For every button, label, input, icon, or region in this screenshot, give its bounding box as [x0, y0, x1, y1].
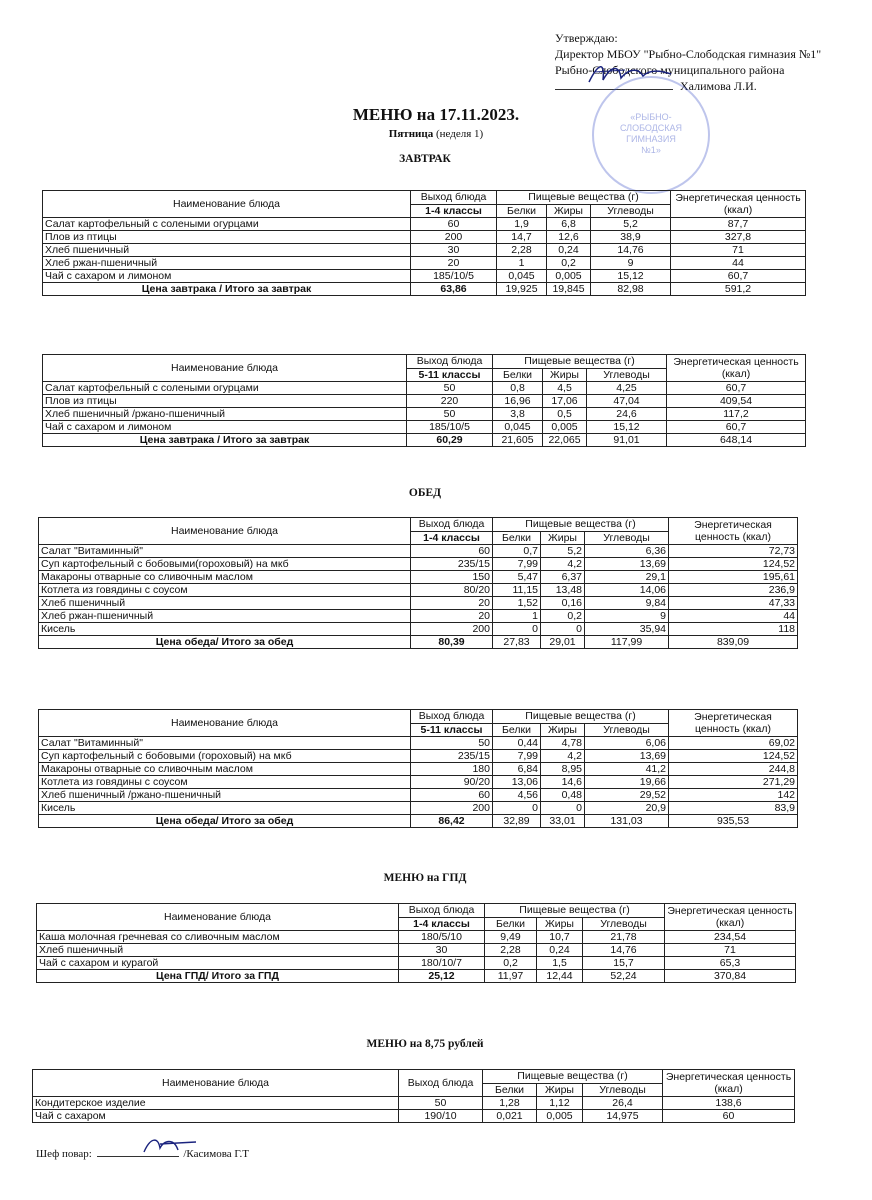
page-subtitle	[0, 128, 872, 140]
dish-name: Каша молочная гречневая со сливочным маслом	[37, 931, 399, 944]
fats-cell: 0,24	[547, 244, 591, 257]
dish-name: Хлеб пшеничный	[39, 597, 411, 610]
header-group: 1-4 классы	[399, 917, 485, 931]
table-row	[43, 421, 806, 434]
table-row	[39, 737, 798, 750]
fats-cell: 4,5	[543, 382, 587, 395]
total-row	[37, 970, 796, 983]
total-label: Цена завтрака / Итого за завтрак	[43, 283, 411, 296]
header-fats: Жиры	[537, 917, 583, 931]
output-cell: 60	[411, 789, 493, 802]
week-number: (неделя 1)	[435, 128, 484, 140]
total-cell: 91,01	[587, 434, 667, 447]
energy-cell: 60,7	[667, 421, 806, 434]
total-row	[43, 283, 806, 296]
output-cell: 200	[411, 231, 497, 244]
output-cell: 90/20	[411, 776, 493, 789]
fats-cell: 0	[541, 802, 585, 815]
fats-cell: 1,12	[537, 1097, 583, 1110]
energy-cell: 65,3	[665, 957, 796, 970]
table-row	[37, 944, 796, 957]
energy-cell: 327,8	[671, 231, 806, 244]
approve-label: Утверждаю:	[555, 31, 618, 45]
output-cell: 50	[407, 382, 493, 395]
table-row	[33, 1110, 795, 1123]
carbs-cell: 6,36	[585, 545, 669, 558]
dish-name: Салат картофельный с солеными огурцами	[43, 218, 411, 231]
table-row	[39, 545, 798, 558]
section-special: МЕНЮ на 8,75 рублей	[366, 1038, 484, 1050]
carbs-cell: 15,7	[583, 957, 665, 970]
proteins-cell: 16,96	[493, 395, 543, 408]
energy-cell: 47,33	[669, 597, 798, 610]
output-cell: 150	[411, 571, 493, 584]
proteins-cell: 0,2	[485, 957, 537, 970]
fats-cell: 17,06	[543, 395, 587, 408]
proteins-cell: 4,56	[493, 789, 541, 802]
header-carbs: Углеводы	[587, 368, 667, 382]
proteins-cell: 14,7	[497, 231, 547, 244]
dish-name: Чай с сахаром	[33, 1110, 399, 1123]
dish-name: Котлета из говядины с соусом	[39, 776, 411, 789]
table-row	[43, 218, 806, 231]
header-dish: Наименование блюда	[33, 1070, 399, 1097]
proteins-cell: 1,9	[497, 218, 547, 231]
output-cell: 30	[399, 944, 485, 957]
total-cell: 25,12	[399, 970, 485, 983]
table-row	[39, 802, 798, 815]
section-gpd: МЕНЮ на ГПД	[383, 872, 467, 884]
header-fats: Жиры	[543, 368, 587, 382]
total-cell: 60,29	[407, 434, 493, 447]
header-carbs: Углеводы	[591, 204, 671, 218]
energy-cell: 124,52	[669, 750, 798, 763]
district-line: Рыбно-Слободского муниципального района	[555, 63, 785, 77]
total-cell: 22,065	[543, 434, 587, 447]
proteins-cell: 1,28	[483, 1097, 537, 1110]
header-carbs: Углеводы	[585, 723, 669, 737]
dish-name: Салат картофельный с солеными огурцами	[43, 382, 407, 395]
carbs-cell: 26,4	[583, 1097, 663, 1110]
dish-name: Макароны отварные со сливочным маслом	[39, 763, 411, 776]
fats-cell: 13,48	[541, 584, 585, 597]
header-output: Выход блюда	[399, 1070, 483, 1097]
energy-cell: 71	[665, 944, 796, 957]
header-fats: Жиры	[541, 723, 585, 737]
header-nutrients: Пищевые вещества (г)	[497, 191, 671, 205]
fats-cell: 0,2	[547, 257, 591, 270]
energy-cell: 72,73	[669, 545, 798, 558]
header-energy: Энергетическая ценность (ккал)	[669, 710, 798, 737]
dish-name: Хлеб пшеничный	[37, 944, 399, 957]
carbs-cell: 21,78	[583, 931, 665, 944]
header-dish: Наименование блюда	[43, 355, 407, 382]
table-row	[39, 571, 798, 584]
carbs-cell: 4,25	[587, 382, 667, 395]
proteins-cell: 11,15	[493, 584, 541, 597]
carbs-cell: 41,2	[585, 763, 669, 776]
chef-name: /Касимова Г.Т	[183, 1148, 250, 1160]
table-row	[43, 244, 806, 257]
carbs-cell: 24,6	[587, 408, 667, 421]
header-nutrients: Пищевые вещества (г)	[493, 355, 667, 369]
fats-cell: 6,8	[547, 218, 591, 231]
fats-cell: 8,95	[541, 763, 585, 776]
dish-name: Кисель	[39, 623, 411, 636]
header-fats: Жиры	[537, 1083, 583, 1097]
header-energy: Энергетическая ценность (ккал)	[671, 191, 806, 218]
energy-cell: 60	[663, 1110, 795, 1123]
table-row	[43, 270, 806, 283]
table-row	[43, 395, 806, 408]
header-output: Выход блюда	[411, 518, 493, 532]
proteins-cell: 5,47	[493, 571, 541, 584]
fats-cell: 0,48	[541, 789, 585, 802]
dish-name: Хлеб ржан-пшеничный	[43, 257, 411, 270]
header-output: Выход блюда	[411, 710, 493, 724]
energy-cell: 195,61	[669, 571, 798, 584]
carbs-cell: 13,69	[585, 750, 669, 763]
fats-cell: 0,005	[547, 270, 591, 283]
proteins-cell: 1	[493, 610, 541, 623]
total-cell: 27,83	[493, 636, 541, 649]
total-cell: 52,24	[583, 970, 665, 983]
proteins-cell: 0,045	[497, 270, 547, 283]
table-row	[37, 957, 796, 970]
dish-name: Суп картофельный с бобовыми(гороховый) на мкб	[39, 558, 411, 571]
output-cell: 80/20	[411, 584, 493, 597]
total-cell: 19,845	[547, 283, 591, 296]
total-cell: 131,03	[585, 815, 669, 828]
total-cell: 648,14	[667, 434, 806, 447]
total-cell: 21,605	[493, 434, 543, 447]
header-nutrients: Пищевые вещества (г)	[485, 904, 665, 918]
section-lunch: ОБЕД	[408, 487, 442, 499]
dish-name: Плов из птицы	[43, 231, 411, 244]
header-dish: Наименование блюда	[43, 191, 411, 218]
header-energy: Энергетическая ценность (ккал)	[663, 1070, 795, 1097]
dish-name: Хлеб пшеничный /ржано-пшеничный	[43, 408, 407, 421]
breakfast-table-5-11	[42, 354, 806, 447]
proteins-cell: 0	[493, 623, 541, 636]
header-proteins: Белки	[493, 368, 543, 382]
dish-name: Кондитерское изделие	[33, 1097, 399, 1110]
output-cell: 185/10/5	[407, 421, 493, 434]
total-cell: 11,97	[485, 970, 537, 983]
total-cell: 591,2	[671, 283, 806, 296]
output-cell: 220	[407, 395, 493, 408]
gpd-table	[36, 903, 796, 983]
total-cell: 117,99	[585, 636, 669, 649]
energy-cell: 236,9	[669, 584, 798, 597]
carbs-cell: 29,1	[585, 571, 669, 584]
proteins-cell: 0,7	[493, 545, 541, 558]
carbs-cell: 38,9	[591, 231, 671, 244]
fats-cell: 0,2	[541, 610, 585, 623]
output-cell: 20	[411, 597, 493, 610]
fats-cell: 0,5	[543, 408, 587, 421]
output-cell: 30	[411, 244, 497, 257]
fats-cell: 0	[541, 623, 585, 636]
fats-cell: 0,005	[537, 1110, 583, 1123]
energy-cell: 44	[669, 610, 798, 623]
dish-name: Чай с сахаром и лимоном	[43, 270, 411, 283]
dish-name: Плов из птицы	[43, 395, 407, 408]
energy-cell: 117,2	[667, 408, 806, 421]
total-label: Цена обеда/ Итого за обед	[39, 636, 411, 649]
lunch-table-5-11	[38, 709, 798, 828]
table-row	[39, 597, 798, 610]
total-cell: 370,84	[665, 970, 796, 983]
dish-name: Салат "Витаминный"	[39, 545, 411, 558]
table-row	[39, 789, 798, 802]
carbs-cell: 14,06	[585, 584, 669, 597]
fats-cell: 0,24	[537, 944, 583, 957]
header-proteins: Белки	[493, 531, 541, 545]
proteins-cell: 2,28	[497, 244, 547, 257]
fats-cell: 5,2	[541, 545, 585, 558]
fats-cell: 12,6	[547, 231, 591, 244]
total-cell: 839,09	[669, 636, 798, 649]
dish-name: Суп картофельный с бобовыми (гороховый) на мкб	[39, 750, 411, 763]
total-cell: 12,44	[537, 970, 583, 983]
table-row	[39, 584, 798, 597]
carbs-cell: 35,94	[585, 623, 669, 636]
proteins-cell: 3,8	[493, 408, 543, 421]
dish-name: Котлета из говядины с соусом	[39, 584, 411, 597]
chef-signature-icon	[140, 1132, 200, 1160]
header-output: Выход блюда	[411, 191, 497, 205]
total-row	[43, 434, 806, 447]
energy-cell: 60,7	[671, 270, 806, 283]
energy-cell: 409,54	[667, 395, 806, 408]
total-row	[39, 815, 798, 828]
dish-name: Хлеб пшеничный	[43, 244, 411, 257]
header-fats: Жиры	[547, 204, 591, 218]
table-row	[43, 408, 806, 421]
energy-cell: 244,8	[669, 763, 798, 776]
carbs-cell: 20,9	[585, 802, 669, 815]
header-carbs: Углеводы	[583, 917, 665, 931]
table-row	[33, 1097, 795, 1110]
carbs-cell: 14,76	[591, 244, 671, 257]
proteins-cell: 0,44	[493, 737, 541, 750]
total-cell: 29,01	[541, 636, 585, 649]
header-energy: Энергетическая ценность (ккал)	[669, 518, 798, 545]
output-cell: 60	[411, 218, 497, 231]
header-group: 1-4 классы	[411, 531, 493, 545]
dish-name: Макароны отварные со сливочным маслом	[39, 571, 411, 584]
output-cell: 190/10	[399, 1110, 483, 1123]
proteins-cell: 0	[493, 802, 541, 815]
carbs-cell: 14,975	[583, 1110, 663, 1123]
energy-cell: 138,6	[663, 1097, 795, 1110]
total-cell: 86,42	[411, 815, 493, 828]
fats-cell: 4,78	[541, 737, 585, 750]
carbs-cell: 29,52	[585, 789, 669, 802]
dish-name: Чай с сахаром и лимоном	[43, 421, 407, 434]
output-cell: 20	[411, 610, 493, 623]
proteins-cell: 6,84	[493, 763, 541, 776]
output-cell: 180/10/7	[399, 957, 485, 970]
header-carbs: Углеводы	[585, 531, 669, 545]
output-cell: 200	[411, 802, 493, 815]
total-cell: 935,53	[669, 815, 798, 828]
carbs-cell: 15,12	[591, 270, 671, 283]
fats-cell: 0,005	[543, 421, 587, 434]
output-cell: 50	[411, 737, 493, 750]
dish-name: Хлеб ржан-пшеничный	[39, 610, 411, 623]
energy-cell: 69,02	[669, 737, 798, 750]
table-row	[39, 776, 798, 789]
day-of-week: Пятница	[388, 128, 434, 140]
energy-cell: 271,29	[669, 776, 798, 789]
carbs-cell: 15,12	[587, 421, 667, 434]
energy-cell: 71	[671, 244, 806, 257]
energy-cell: 60,7	[667, 382, 806, 395]
header-energy: Энергетическая ценность (ккал)	[667, 355, 806, 382]
fats-cell: 6,37	[541, 571, 585, 584]
total-label: Цена ГПД/ Итого за ГПД	[37, 970, 399, 983]
energy-cell: 118	[669, 623, 798, 636]
output-cell: 50	[399, 1097, 483, 1110]
output-cell: 180/5/10	[399, 931, 485, 944]
proteins-cell: 7,99	[493, 750, 541, 763]
header-output: Выход блюда	[399, 904, 485, 918]
output-cell: 185/10/5	[411, 270, 497, 283]
table-row	[39, 623, 798, 636]
header-output: Выход блюда	[407, 355, 493, 369]
dish-name: Салат "Витаминный"	[39, 737, 411, 750]
dish-name: Хлеб пшеничный /ржано-пшеничный	[39, 789, 411, 802]
header-carbs: Углеводы	[583, 1083, 663, 1097]
dish-name: Чай с сахаром и курагой	[37, 957, 399, 970]
header-dish: Наименование блюда	[39, 518, 411, 545]
proteins-cell: 2,28	[485, 944, 537, 957]
output-cell: 60	[411, 545, 493, 558]
table-row	[39, 750, 798, 763]
table-row	[43, 231, 806, 244]
carbs-cell: 47,04	[587, 395, 667, 408]
proteins-cell: 1	[497, 257, 547, 270]
energy-cell: 44	[671, 257, 806, 270]
carbs-cell: 9,84	[585, 597, 669, 610]
breakfast-table-1-4	[42, 190, 806, 296]
carbs-cell: 6,06	[585, 737, 669, 750]
header-dish: Наименование блюда	[39, 710, 411, 737]
header-dish: Наименование блюда	[37, 904, 399, 931]
total-cell: 19,925	[497, 283, 547, 296]
proteins-cell: 0,021	[483, 1110, 537, 1123]
proteins-cell: 7,99	[493, 558, 541, 571]
fats-cell: 4,2	[541, 558, 585, 571]
total-cell: 63,86	[411, 283, 497, 296]
total-cell: 80,39	[411, 636, 493, 649]
carbs-cell: 14,76	[583, 944, 665, 957]
fats-cell: 4,2	[541, 750, 585, 763]
school-stamp: «РЫБНО- СЛОБОДСКАЯ ГИМНАЗИЯ №1»	[592, 76, 710, 194]
carbs-cell: 13,69	[585, 558, 669, 571]
proteins-cell: 9,49	[485, 931, 537, 944]
proteins-cell: 0,8	[493, 382, 543, 395]
fats-cell: 14,6	[541, 776, 585, 789]
header-group: 1-4 классы	[411, 204, 497, 218]
carbs-cell: 9	[585, 610, 669, 623]
energy-cell: 124,52	[669, 558, 798, 571]
output-cell: 235/15	[411, 558, 493, 571]
director-name: Халимова Л.И.	[680, 79, 757, 93]
section-breakfast: ЗАВТРАК	[399, 153, 451, 165]
proteins-cell: 0,045	[493, 421, 543, 434]
carbs-cell: 9	[591, 257, 671, 270]
table-row	[39, 558, 798, 571]
output-cell: 50	[407, 408, 493, 421]
carbs-cell: 5,2	[591, 218, 671, 231]
energy-cell: 83,9	[669, 802, 798, 815]
table-row	[43, 382, 806, 395]
header-nutrients: Пищевые вещества (г)	[483, 1070, 663, 1084]
table-row	[39, 610, 798, 623]
fats-cell: 0,16	[541, 597, 585, 610]
header-fats: Жиры	[541, 531, 585, 545]
output-cell: 200	[411, 623, 493, 636]
dish-name: Кисель	[39, 802, 411, 815]
header-group: 5-11 классы	[407, 368, 493, 382]
header-proteins: Белки	[493, 723, 541, 737]
header-energy: Энергетическая ценность (ккал)	[665, 904, 796, 931]
table-row	[37, 931, 796, 944]
output-cell: 235/15	[411, 750, 493, 763]
special-table	[32, 1069, 795, 1123]
total-label: Цена обеда/ Итого за обед	[39, 815, 411, 828]
header-proteins: Белки	[497, 204, 547, 218]
fats-cell: 10,7	[537, 931, 583, 944]
page-title: МЕНЮ на 17.11.2023.	[352, 105, 520, 124]
energy-cell: 234,54	[665, 931, 796, 944]
fats-cell: 1,5	[537, 957, 583, 970]
director-line: Директор МБОУ "Рыбно-Слободская гимназия №1"	[555, 47, 822, 61]
energy-cell: 142	[669, 789, 798, 802]
header-proteins: Белки	[483, 1083, 537, 1097]
total-cell: 82,98	[591, 283, 671, 296]
proteins-cell: 1,52	[493, 597, 541, 610]
header-proteins: Белки	[485, 917, 537, 931]
header-nutrients: Пищевые вещества (г)	[493, 710, 669, 724]
lunch-table-1-4	[38, 517, 798, 649]
output-cell: 20	[411, 257, 497, 270]
energy-cell: 87,7	[671, 218, 806, 231]
table-row	[39, 763, 798, 776]
header-nutrients: Пищевые вещества (г)	[493, 518, 669, 532]
total-label: Цена завтрака / Итого за завтрак	[43, 434, 407, 447]
total-cell: 32,89	[493, 815, 541, 828]
output-cell: 180	[411, 763, 493, 776]
proteins-cell: 13,06	[493, 776, 541, 789]
carbs-cell: 19,66	[585, 776, 669, 789]
total-row	[39, 636, 798, 649]
total-cell: 33,01	[541, 815, 585, 828]
chef-label: Шеф повар:	[36, 1148, 92, 1160]
table-row	[43, 257, 806, 270]
header-group: 5-11 классы	[411, 723, 493, 737]
